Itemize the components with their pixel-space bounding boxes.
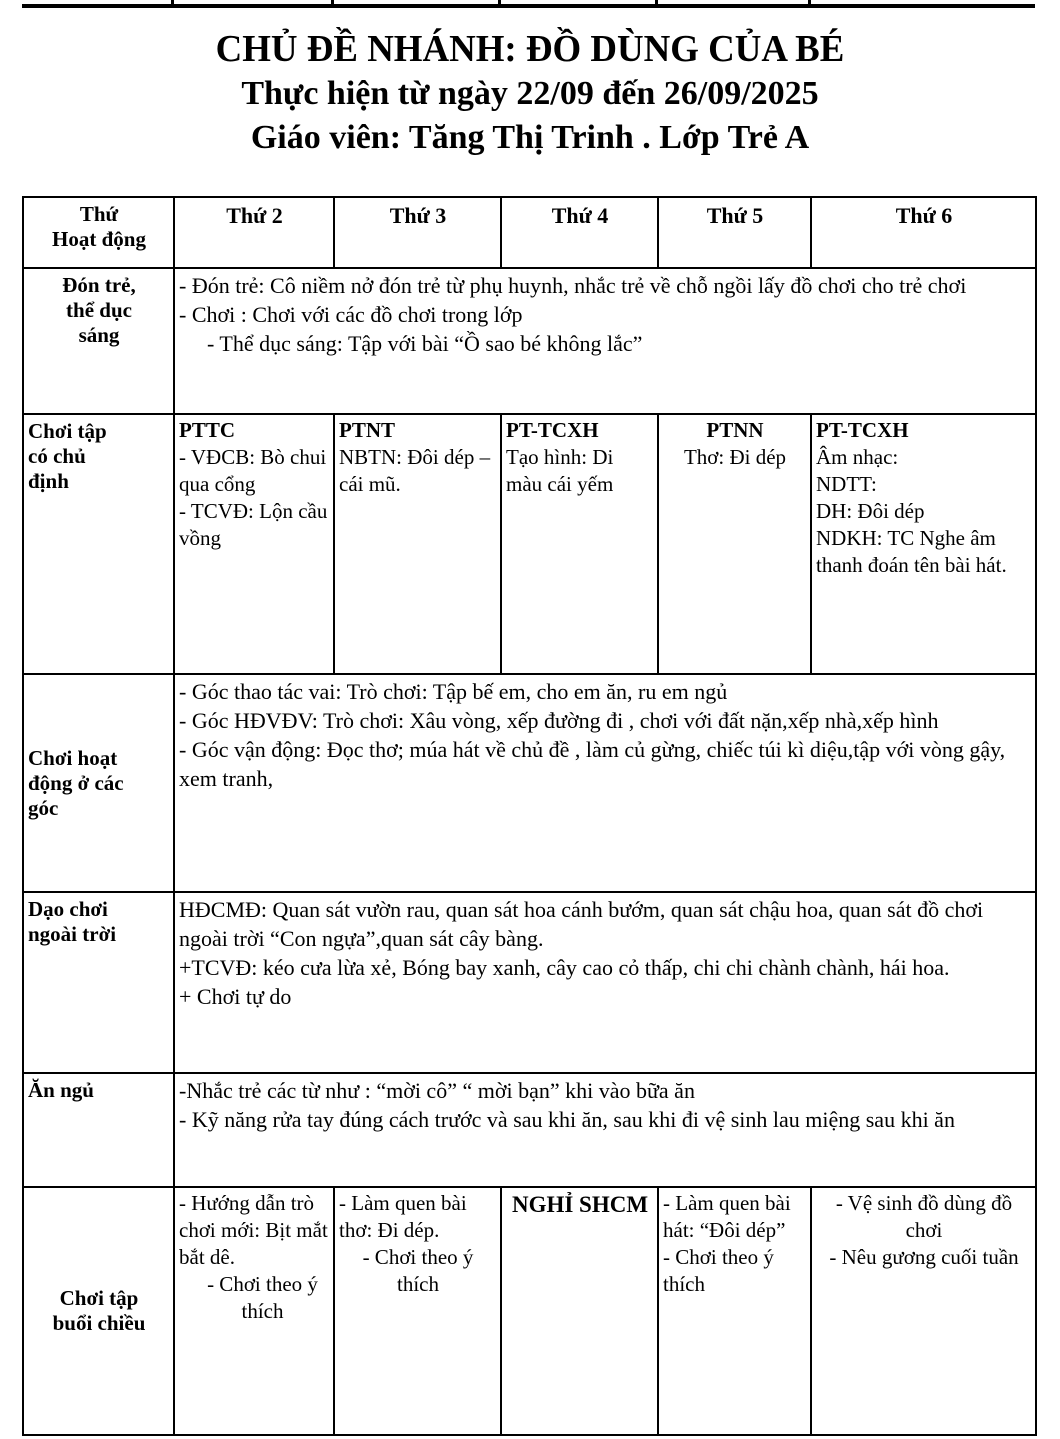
cell-fri-afternoon: [811, 1187, 1036, 1435]
cell-mon-afternoon: [174, 1187, 334, 1435]
cell-mon-lesson: [174, 414, 334, 674]
corner-header-line-1: Thứ: [79, 202, 119, 226]
activity-label-line: ngoài trời: [28, 922, 117, 946]
content-line: - Chơi theo ý thích: [362, 1245, 474, 1296]
table-row: [23, 1073, 1036, 1187]
cell-don-tre-content: [174, 268, 1036, 414]
activity-label-line: định: [28, 469, 69, 493]
table-divider-tick: [808, 0, 811, 8]
content-line: - Kỹ năng rửa tay đúng cách trước và sau khi ăn, sau khi đi vệ sinh lau miệng sau khi ăn: [179, 1107, 955, 1132]
content-line: - Góc thao tác vai: Trò chơi: Tập bế em, cho em ăn, ru em ngủ: [179, 679, 728, 704]
day-header-mon: Thứ 2: [174, 197, 334, 268]
lesson-line: NBTN: Đôi dép – cái mũ.: [339, 445, 491, 496]
table-row: [23, 268, 1036, 414]
subject-code: PTNN: [706, 418, 764, 442]
activity-label-dao-choi-ngoai-troi: [23, 892, 174, 1073]
lesson-line: - VĐCB: Bò chui qua cổng: [179, 445, 327, 496]
content-line: NGHỈ SHCM: [511, 1192, 649, 1217]
subject-code: PT-TCXH: [816, 418, 909, 442]
content-line: - Hướng dẫn trò chơi mới: Bịt mắt bắt dê.: [179, 1191, 328, 1269]
activity-label-line: có chủ: [28, 444, 86, 468]
activity-label-line: buổi chiều: [52, 1311, 146, 1335]
activity-label-don-tre: [23, 268, 174, 414]
activity-label-line: Ăn ngủ: [28, 1078, 94, 1102]
content-line: - Nêu gương cuối tuần: [829, 1245, 1019, 1269]
lesson-line: Tạo hình: Di màu cái yếm: [506, 445, 614, 496]
cell-wed-afternoon: [501, 1187, 658, 1435]
table-divider-tick: [655, 0, 658, 8]
lesson-line: NDTT:: [816, 472, 877, 496]
table-divider-tick: [171, 0, 174, 8]
content-line: - Góc HĐVĐV: Trò chơi: Xâu vòng, xếp đường đi , chơi với đất nặn,xếp nhà,xếp hình: [179, 708, 939, 733]
cell-dao-choi-content: [174, 892, 1036, 1073]
cell-an-ngu-content: [174, 1073, 1036, 1187]
lesson-line: NDKH: TC Nghe âm thanh đoán tên bài hát.: [816, 526, 1007, 577]
day-header-thu: Thứ 5: [658, 197, 811, 268]
content-line: HĐCMĐ: Quan sát vườn rau, quan sát hoa cánh bướm, quan sát chậu hoa, quan sát đồ chơi ngoài trời “Con ngựa”,quan sát cây bàng.: [179, 897, 984, 951]
lesson-line: Âm nhạc:: [816, 445, 899, 469]
content-line: - Chơi theo ý thích: [207, 1272, 318, 1323]
content-line: - Chơi theo ý thích: [663, 1245, 774, 1296]
table-divider-tick: [498, 0, 501, 8]
day-header-tue: Thứ 3: [334, 197, 501, 268]
day-header-wed: Thứ 4: [501, 197, 658, 268]
previous-table-bottom-border: [22, 0, 1035, 8]
cell-fri-lesson: [811, 414, 1036, 674]
lesson-line: Thơ: Đi dép: [683, 445, 787, 469]
activity-label-line: Chơi tập: [59, 1286, 139, 1310]
document-header: [0, 26, 1060, 160]
lesson-line: DH: Đôi dép: [816, 499, 925, 523]
page-title: CHỦ ĐỀ NHÁNH: ĐỒ DÙNG CỦA BÉ: [215, 28, 845, 70]
cell-tue-afternoon: [334, 1187, 501, 1435]
activity-label-line: Chơi tập: [28, 419, 107, 443]
cell-wed-lesson: [501, 414, 658, 674]
activity-label-line: động ở các: [28, 770, 124, 795]
day-header-fri: Thứ 6: [811, 197, 1036, 268]
subject-code: PTTC: [179, 418, 236, 442]
content-line: +TCVĐ: kéo cưa lừa xẻ, Bóng bay xanh, cây cao cỏ thấp, chi chi chành chành, hái hoa.: [179, 955, 950, 980]
corner-header-cell: [23, 197, 174, 268]
activity-label-line: Dạo chơi: [28, 897, 108, 921]
activity-label-choi-hoat-dong-goc: [23, 674, 174, 892]
weekly-plan-table: [22, 196, 1037, 1436]
activity-label-choi-tap-buoi-chieu: [23, 1187, 174, 1435]
cell-tue-lesson: [334, 414, 501, 674]
activity-label-line: Đón trẻ,: [62, 273, 136, 297]
cell-thu-lesson: [658, 414, 811, 674]
cell-thu-afternoon: [658, 1187, 811, 1435]
activity-label-line: góc: [28, 795, 59, 820]
table-divider-tick: [331, 0, 334, 8]
table-row: [23, 1187, 1036, 1435]
content-line: - Góc vận động: Đọc thơ; múa hát về chủ đề , làm củ gừng, chiếc túi kì diệu,tập với vòng gậy, xem tranh,: [179, 737, 1006, 791]
teacher-subtitle: Giáo viên: Tăng Thị Trinh . Lớp Trẻ A: [250, 119, 810, 156]
activity-label-line: thể dục: [66, 298, 132, 322]
activity-label-line: Chơi hoạt: [28, 745, 118, 770]
activity-label-an-ngu: [23, 1073, 174, 1187]
table-header-row: [23, 197, 1036, 268]
subject-code: PTNT: [339, 418, 396, 442]
activity-label-line: sáng: [78, 323, 120, 347]
cell-goc-content: [174, 674, 1036, 892]
subject-code: PT-TCXH: [506, 418, 599, 442]
table-row: [23, 414, 1036, 674]
table-row: [23, 674, 1036, 892]
period-subtitle: Thực hiện từ ngày 22/09 đến 26/09/2025: [241, 75, 819, 112]
table-row: [23, 892, 1036, 1073]
content-line: - Chơi : Chơi với các đồ chơi trong lớp: [179, 302, 523, 327]
content-line: - Làm quen bài hát: “Đôi dép”: [663, 1191, 791, 1242]
content-line: - Đón trẻ: Cô niềm nở đón trẻ từ phụ huynh, nhắc trẻ về chỗ ngồi lấy đồ chơi cho trẻ chơi: [179, 273, 967, 298]
content-line: -Nhắc trẻ các từ như : “mời cô” “ mời bạn” khi vào bữa ăn: [179, 1078, 695, 1103]
content-line: + Chơi tự do: [179, 984, 292, 1009]
corner-header-line-2: Hoạt động: [52, 227, 146, 251]
content-line: - Vệ sinh đồ dùng đồ chơi: [835, 1191, 1013, 1242]
activity-label-choi-tap-co-chu-dinh: [23, 414, 174, 674]
lesson-line: - TCVĐ: Lộn cầu vồng: [179, 499, 328, 550]
content-line: - Làm quen bài thơ: Đi dép.: [339, 1191, 467, 1242]
content-line: - Thể dục sáng: Tập với bài “Ồ sao bé không lắc”: [207, 331, 643, 356]
